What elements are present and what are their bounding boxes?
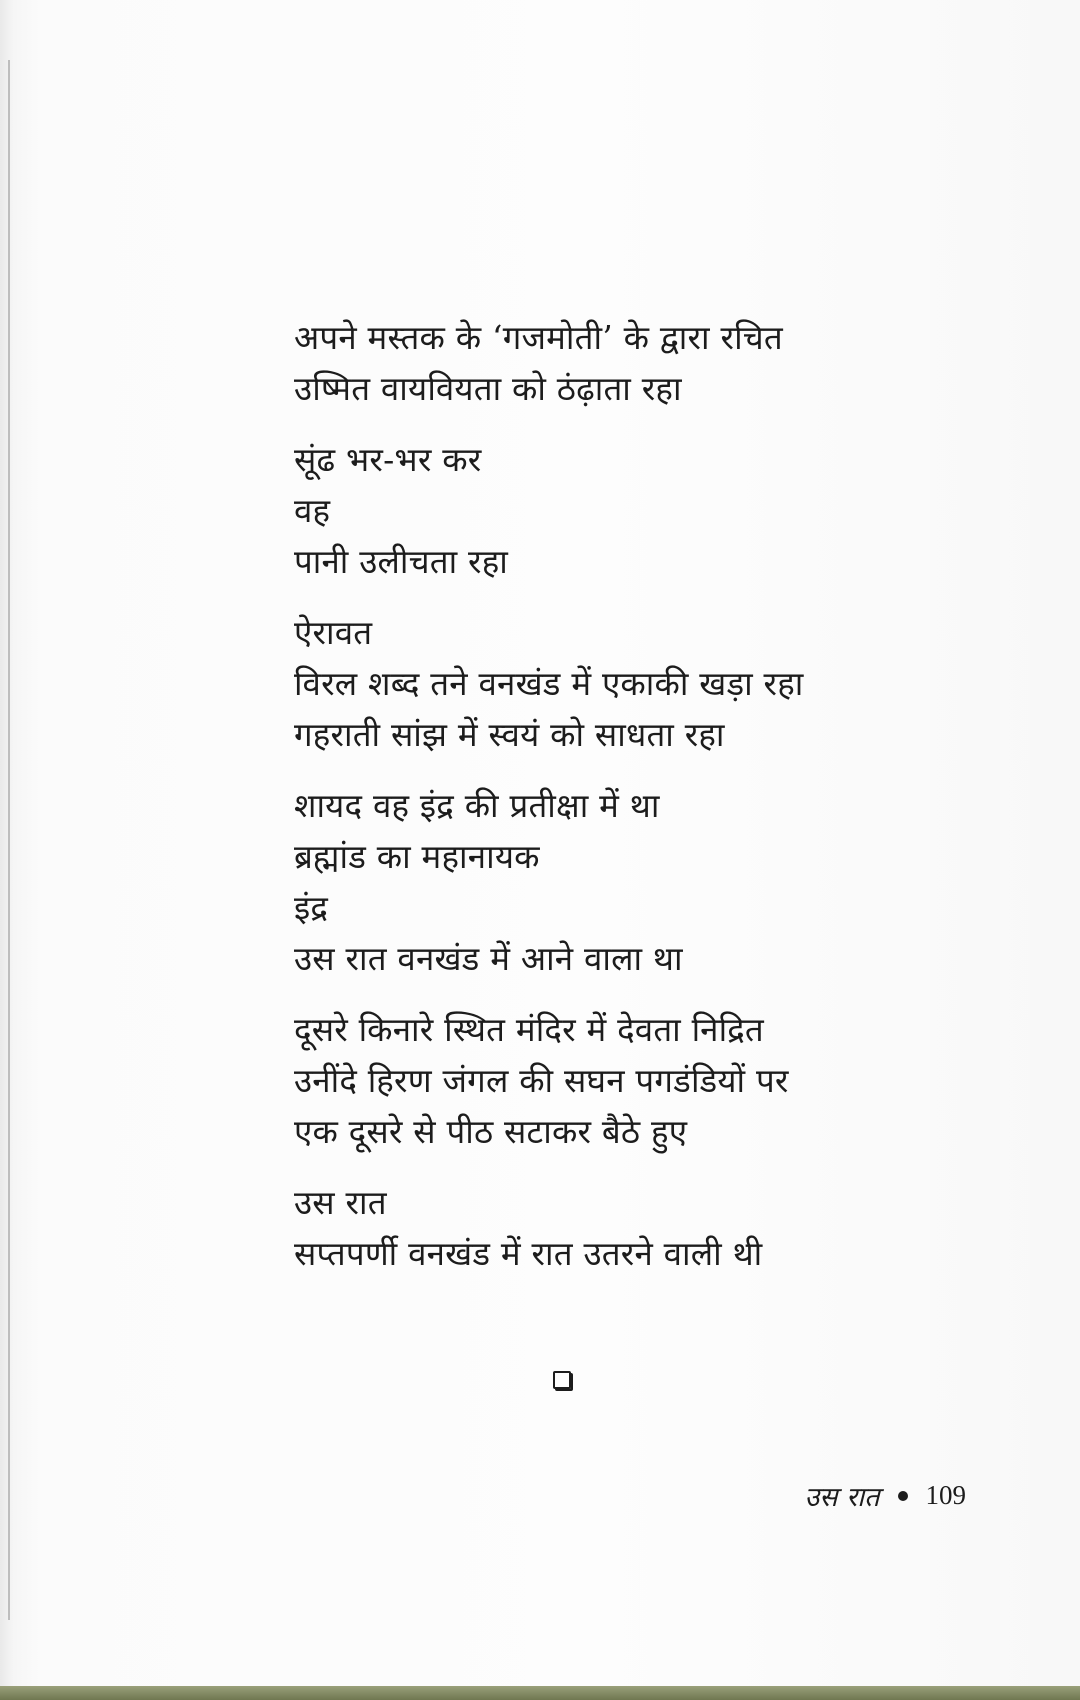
poem-line: ऐरावत xyxy=(294,613,373,652)
stanza-6 xyxy=(294,1177,994,1279)
poem-line: दूसरे किनारे स्थित मंदिर में देवता निद्रित xyxy=(294,1010,764,1049)
poem-line: गहराती सांझ में स्वयं को साधता रहा xyxy=(294,715,725,754)
poem-line: उस रात वनखंड में आने वाला था xyxy=(294,939,683,978)
poem-line: सूंढ भर-भर कर xyxy=(294,440,482,479)
stanza-1 xyxy=(294,312,994,414)
stanza-2 xyxy=(294,434,994,587)
binding-edge xyxy=(8,60,10,1620)
running-title: उस रात xyxy=(804,1482,880,1513)
stanza-5 xyxy=(294,1004,994,1157)
page-footer xyxy=(804,1477,966,1514)
poem-line: शायद वह इंद्र की प्रतीक्षा में था xyxy=(294,786,660,825)
poem-line: एक दूसरे से पीठ सटाकर बैठे हुए xyxy=(294,1112,688,1151)
scan-edge-strip xyxy=(0,1686,1080,1700)
poem-line: विरल शब्द तने वनखंड में एकाकी खड़ा रहा xyxy=(294,664,804,703)
poem-line: अपने मस्तक के ‘गजमोती’ के द्वारा रचित xyxy=(294,318,783,357)
stanza-3 xyxy=(294,607,994,760)
poem-body xyxy=(294,312,994,1299)
page-number: 109 xyxy=(925,1480,966,1510)
poem-line: उनींदे हिरण जंगल की सघन पगडंडियों पर xyxy=(294,1061,789,1100)
bullet-separator-icon xyxy=(898,1491,908,1501)
poem-line: ब्रह्मांड का महानायक xyxy=(294,837,540,876)
end-of-poem-square-icon xyxy=(553,1371,571,1389)
poem-line: वह xyxy=(294,491,331,530)
poem-line: उस रात xyxy=(294,1183,387,1222)
poem-line: सप्तपर्णी वनखंड में रात उतरने वाली थी xyxy=(294,1234,763,1273)
stanza-4 xyxy=(294,780,994,984)
poem-line: पानी उलीचता रहा xyxy=(294,542,509,581)
poem-line: उष्मित वायवियता को ठंढ़ाता रहा xyxy=(294,369,682,408)
poem-line: इंद्र xyxy=(294,888,329,927)
